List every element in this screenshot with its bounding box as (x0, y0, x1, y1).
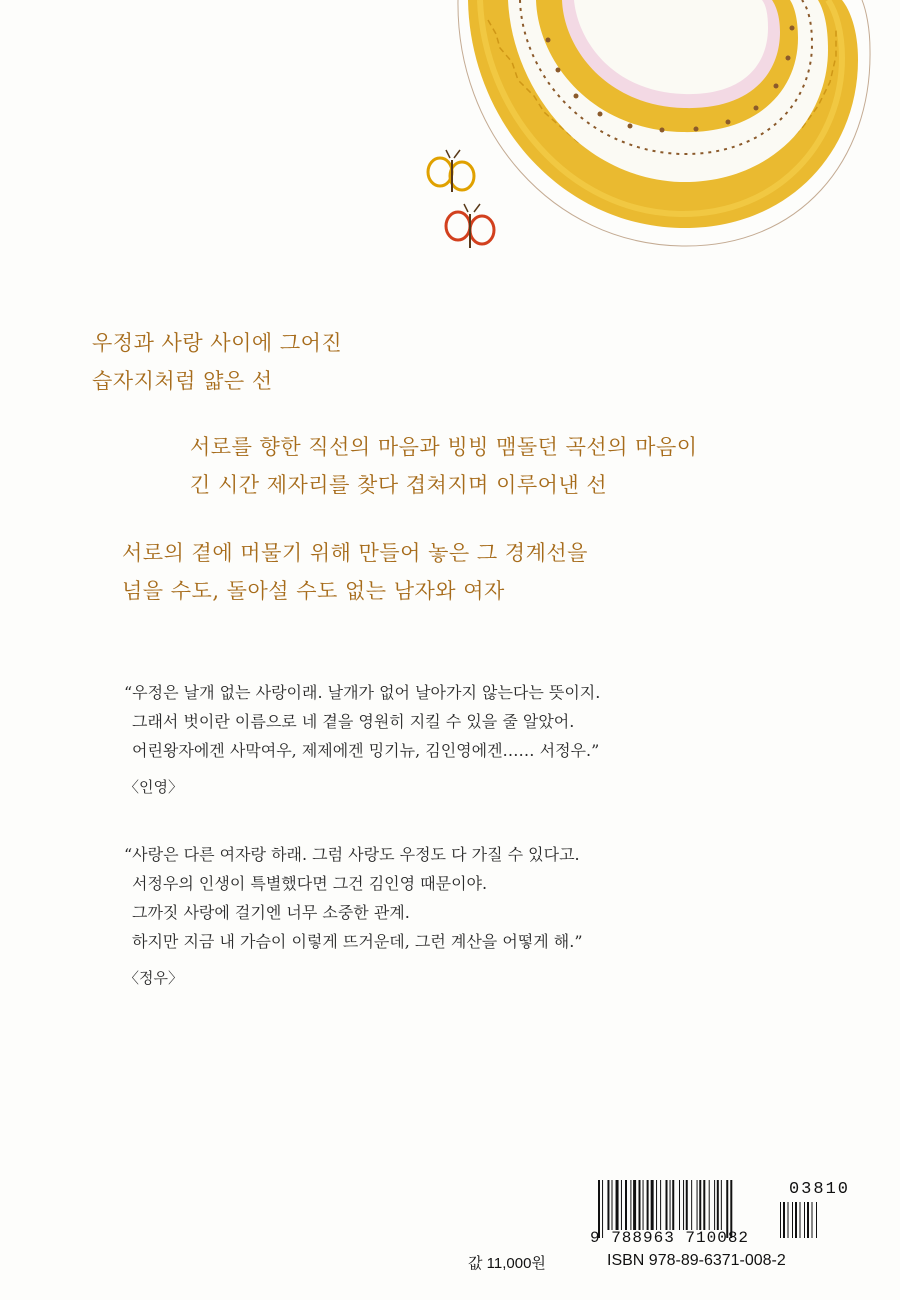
quote-line: 서정우의 인생이 특별했다면 그건 김인영 때문이야. (132, 874, 488, 893)
barcode-bar (709, 1180, 710, 1230)
barcode-bar (721, 1180, 722, 1230)
barcode-bar (639, 1180, 641, 1230)
barcode-bar (679, 1180, 680, 1230)
quote-speaker: 〈정우〉 (124, 969, 183, 987)
poem-line: 습자지처럼 얇은 선 (92, 369, 273, 393)
cover-illustration (0, 0, 900, 300)
quote-line: 하지만 지금 내 가슴이 이렇게 뜨거운데, 그런 계산을 어떻게 해.” (132, 932, 583, 951)
barcode-bar (697, 1180, 698, 1230)
barcode-bar (666, 1180, 668, 1230)
barcode-bar (714, 1180, 715, 1230)
barcode-bar (630, 1180, 631, 1230)
barcode-bar (607, 1180, 609, 1230)
poem-line: 서로의 곁에 머물기 위해 만들어 놓은 그 경계선을 (122, 541, 588, 565)
barcode-bar (647, 1180, 649, 1230)
quote-line: 어린왕자에겐 사막여우, 제제에겐 밍기뉴, 김인영에겐…… 서정우.” (132, 741, 600, 760)
barcode-bar (703, 1180, 705, 1230)
quote-line: “우정은 날개 없는 사랑이래. 날개가 없어 날아가지 않는다는 뜻이지. (124, 683, 601, 702)
barcode-addon-bar (807, 1202, 809, 1238)
red-butterfly-icon (446, 204, 494, 248)
barcode-bar (643, 1180, 644, 1230)
yellow-butterfly-icon (428, 150, 474, 192)
barcode-number: 9 788963 710082 (590, 1229, 750, 1247)
barcode-bar (633, 1180, 636, 1230)
price: 값 11,000원 (468, 1255, 546, 1272)
barcode-bar (683, 1180, 684, 1230)
barcode-bar (621, 1180, 622, 1230)
barcode-bar (625, 1180, 627, 1230)
barcode-addon-bar (783, 1202, 785, 1238)
barcode-addon-bar (800, 1202, 801, 1238)
isbn: ISBN 978-89-6371-008-2 (607, 1252, 786, 1269)
barcode-addon-bar (788, 1202, 789, 1238)
poem-stanza-3 (122, 534, 588, 610)
quote-line: “사랑은 다른 여자랑 하래. 그럼 사랑도 우정도 다 가질 수 있다고. (124, 845, 580, 864)
quote-line: 그래서 벗이란 이름으로 네 곁을 영원히 지킬 수 있을 줄 알았어. (132, 712, 575, 731)
barcode-bar (616, 1180, 619, 1230)
barcode-bar (717, 1180, 719, 1230)
quote-inyoung (124, 678, 600, 802)
poem-stanza-1 (92, 324, 342, 400)
quote-line: 그까짓 사랑에 걸기엔 너무 소중한 관계. (132, 903, 410, 922)
poem-stanza-2 (190, 428, 698, 504)
poem-line: 긴 시간 제자리를 찾다 겹쳐지며 이루어낸 선 (190, 473, 608, 497)
quote-speaker: 〈인영〉 (124, 778, 183, 796)
quote-jeongwoo (124, 840, 583, 993)
barcode-bar (651, 1180, 654, 1230)
barcode-bar (670, 1180, 671, 1230)
barcode-addon: 03810 (788, 1180, 850, 1199)
barcode-bar (699, 1180, 701, 1230)
poem-line: 서로를 향한 직선의 마음과 빙빙 맴돌던 곡선의 마음이 (190, 435, 698, 459)
gold-ring-icon (458, 0, 870, 246)
barcode-addon-bar (816, 1202, 817, 1238)
barcode-addon-bar (804, 1202, 805, 1238)
barcode-bar (691, 1180, 692, 1230)
poem-line: 우정과 사랑 사이에 그어진 (92, 331, 343, 355)
barcode-bar (660, 1180, 661, 1230)
barcode-bar (686, 1180, 688, 1230)
barcode-bar (656, 1180, 657, 1230)
barcode-addon-bar (812, 1202, 813, 1238)
barcode-addon-bar (792, 1202, 793, 1238)
barcode-addon-bar (795, 1202, 797, 1238)
poem-line: 넘을 수도, 돌아설 수도 없는 남자와 여자 (122, 579, 505, 603)
barcode-bar (612, 1180, 613, 1230)
barcode-addon-bar (780, 1202, 781, 1238)
barcode-bar (672, 1180, 674, 1230)
